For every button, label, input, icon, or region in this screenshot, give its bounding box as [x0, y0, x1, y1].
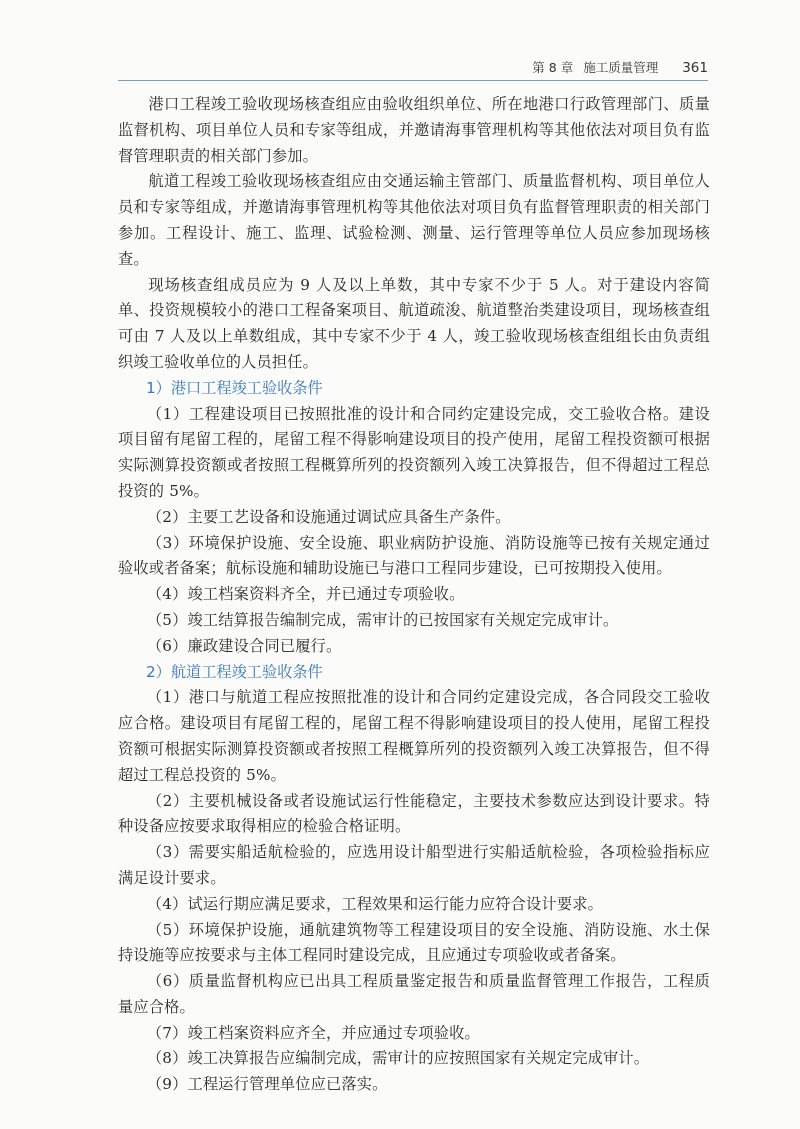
- chapter-number: 第 8 章: [532, 60, 574, 75]
- paragraph-port-inspection-team: 港口工程竣工验收现场核查组应由验收组织单位、所在地港口行政管理部门、质量监督机构、项目单位人员和专家等组成，并邀请海事管理机构等其他依法对项目负有监督管理职责的相关部门参加。: [118, 95, 710, 165]
- paragraph-team-size: 现场核查组成员应为 9 人及以上单数，其中专家不少于 5 人。对于建设内容简单、投资规模较小的港口工程备案项目、航道疏浚、航道整治类建设项目，现场核查组可由 7 人及以上单数组成，其中专家不少于 4 人，竣工验收现场核查组组长由负责组织竣工验收单位的人员担任。: [118, 275, 710, 371]
- list-item: （3）环境保护设施、安全设施、职业病防护设施、消防设施等已按有关规定通过验收或者备案；航标设施和辅助设施已与港口工程同步建设，已可按期投入使用。: [118, 533, 710, 578]
- page-header: [0, 0, 800, 84]
- page-number: 361: [682, 60, 708, 76]
- list-item: （4）竣工档案资料齐全，并已通过专项验收。: [146, 585, 465, 604]
- list-item: （1）工程建设项目已按照批准的设计和合同约定建设完成，交工验收合格。建设项目留有尾留工程的，尾留工程不得影响建设项目的投产使用，尾留工程投资额可根据实际测算投资额或者按照工程概算所列的投资额列入竣工决算报告，但不得超过工程总投资的 5%。: [118, 404, 710, 500]
- section-title-channel-conditions: 2）航道工程竣工验收条件: [146, 662, 323, 681]
- list-item: （6）廉政建设合同已履行。: [146, 636, 342, 655]
- list-item: （6）质量监督机构应已出具工程质量鉴定报告和质量监督管理工作报告，工程质量应合格。: [118, 972, 710, 1016]
- header-rule: [118, 80, 708, 81]
- list-item: （1）港口与航道工程应按照批准的设计和合同约定建设完成，各合同段交工验收应合格。建设项目有尾留工程的，尾留工程不得影响建设项目的投人使用，尾留工程投资额可根据实际测算投资额或者按照工程概算所列的投资额列入竣工决算报告，但不得超过工程总投资的 5%。: [118, 688, 710, 784]
- list-item: （5）环境保护设施，通航建筑物等工程建设项目的安全设施、消防设施、水土保持设施等应按要求与主体工程同时建设完成，且应通过专项验收或者备案。: [118, 920, 710, 965]
- list-item: （7）竣工档案资料应齐全，并应通过专项验收。: [146, 1023, 480, 1042]
- chapter-title: 施工质量管理: [583, 60, 659, 75]
- paragraph-channel-inspection-team: 航道工程竣工验收现场核查组应由交通运输主管部门、质量监督机构、项目单位人员和专家等组成，并邀请海事管理机构等其他依法对项目负有监督管理职责的相关部门参加。工程设计、施工、监理、试验检测、测量、运行管理等单位人员应参加现场核查。: [118, 172, 710, 268]
- list-item: （4）试运行期应满足要求，工程效果和运行能力应符合设计要求。: [146, 894, 603, 913]
- list-item: （2）主要工艺设备和设施通过调试应具备生产条件。: [146, 507, 511, 526]
- list-item: （3）需要实船适航检验的，应选用设计船型进行实船适航检验，各项检验指标应满足设计要求。: [118, 843, 710, 887]
- list-item: （5）竣工结算报告编制完成，需审计的已按国家有关规定完成审计。: [146, 610, 619, 629]
- list-item: （8）竣工决算报告应编制完成，需审计的应按照国家有关规定完成审计。: [146, 1049, 650, 1068]
- list-item: （2）主要机械设备或者设施试运行性能稳定，主要技术参数应达到设计要求。特种设备应按要求取得相应的检验合格证明。: [118, 791, 710, 836]
- running-head: [532, 58, 708, 76]
- section-title-port-conditions: 1）港口工程竣工验收条件: [146, 378, 323, 397]
- list-item: （9）工程运行管理单位应已落实。: [146, 1075, 388, 1094]
- page-body: [118, 92, 710, 1098]
